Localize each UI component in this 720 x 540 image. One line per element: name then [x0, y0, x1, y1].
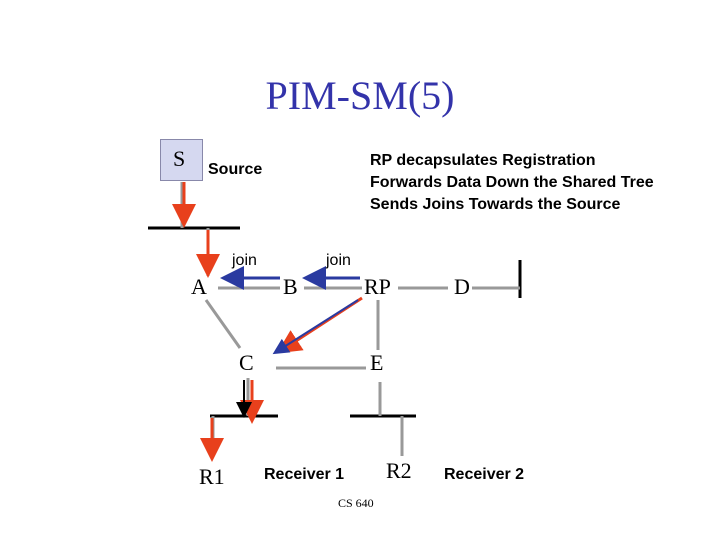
router-d: D — [454, 274, 470, 299]
source-host-label: S — [173, 146, 186, 171]
description-line-2: Forwards Data Down the Shared Tree — [370, 174, 654, 191]
router-c: C — [239, 350, 254, 375]
router-b: B — [283, 274, 298, 299]
link-a-c — [206, 300, 240, 348]
join-label-2: join — [326, 252, 351, 269]
router-a: A — [191, 274, 207, 299]
receiver-r1: R1 — [199, 464, 225, 489]
footer-course: CS 640 — [338, 496, 374, 510]
join-label-1: join — [232, 252, 257, 269]
router-e: E — [370, 350, 384, 375]
receiver-r2: R2 — [386, 458, 412, 483]
receiver-2-label: Receiver 2 — [444, 466, 525, 483]
description-line-1: RP decapsulates Registration — [370, 152, 596, 169]
description-block — [370, 150, 654, 216]
page-title: PIM-SM(5) — [265, 73, 455, 118]
router-rp: RP — [364, 274, 391, 299]
description-line-3: Sends Joins Towards the Source — [370, 196, 621, 213]
source-host-box — [160, 139, 203, 181]
shared-tree-arrow-rp-c — [276, 300, 358, 352]
receiver-1-label: Receiver 1 — [264, 466, 345, 483]
source-label: Source — [208, 161, 263, 178]
